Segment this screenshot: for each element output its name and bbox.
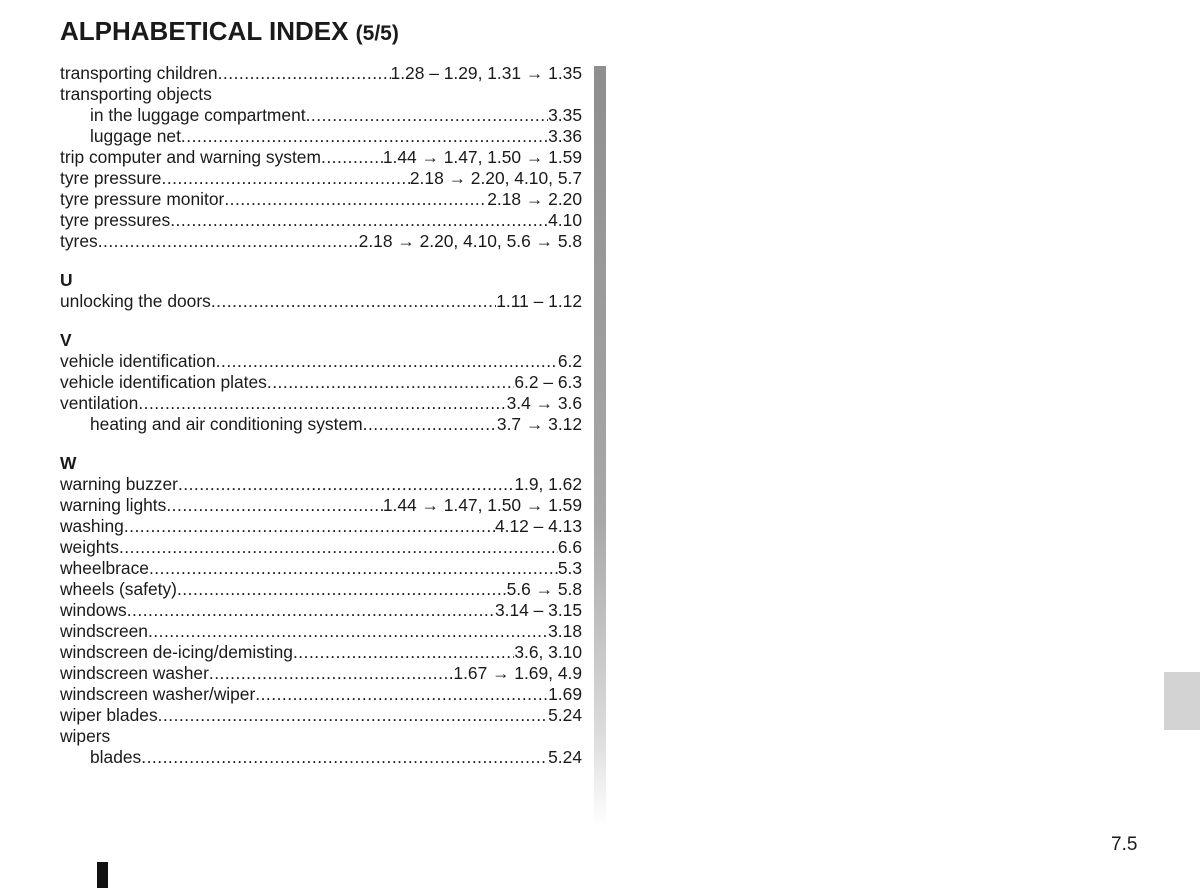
entry-text: heating and air conditioning system — [90, 414, 363, 434]
entry-text: tyre pressure monitor — [60, 189, 225, 209]
dot-leader — [306, 105, 549, 126]
entry-page-ref: 3.7 → 3.12 — [496, 414, 582, 434]
column-divider — [594, 66, 606, 826]
dot-leader — [127, 600, 495, 621]
index-entry — [60, 210, 582, 231]
index-subentry — [60, 414, 582, 435]
entry-page-ref: 1.11 – 1.12 — [496, 291, 582, 311]
index-entry — [60, 726, 582, 747]
dot-leader — [161, 168, 409, 189]
entry-text: vehicle identification — [60, 351, 216, 371]
entry-page-ref: 4.10 — [548, 210, 582, 230]
entry-page-ref: 1.69 — [548, 684, 582, 704]
entry-text: windows — [60, 600, 127, 620]
index-column — [60, 63, 582, 768]
index-entry — [60, 537, 582, 558]
dot-leader — [98, 231, 359, 252]
dot-leader — [216, 351, 558, 372]
index-entry — [60, 231, 582, 252]
index-entry — [60, 372, 582, 393]
entry-page-ref: 1.67 → 1.69, 4.9 — [453, 663, 582, 683]
entry-text: vehicle identification plates — [60, 372, 267, 392]
entry-text: wipers — [60, 726, 111, 746]
dot-leader — [211, 291, 496, 312]
entry-text: wiper blades — [60, 705, 158, 725]
index-entry — [60, 663, 582, 684]
index-entry — [60, 705, 582, 726]
index-entry — [60, 474, 582, 495]
entry-text: blades — [90, 747, 142, 767]
entry-text: ventilation — [60, 393, 139, 413]
page-title-text: ALPHABETICAL INDEX — [60, 16, 349, 46]
index-entry — [60, 393, 582, 414]
entry-text: washing — [60, 516, 124, 536]
entry-page-ref: 2.18 → 2.20, 4.10, 5.7 — [409, 168, 582, 188]
entry-text: windscreen washer/wiper — [60, 684, 256, 704]
entry-text: transporting objects — [60, 84, 212, 104]
entry-text: warning buzzer — [60, 474, 178, 494]
entry-text: trip computer and warning system — [60, 147, 321, 167]
entry-page-ref: 3.6, 3.10 — [514, 642, 582, 662]
entry-text: tyre pressures — [60, 210, 171, 230]
dot-leader — [166, 495, 382, 516]
index-entry — [60, 291, 582, 312]
dot-leader — [119, 537, 558, 558]
entry-page-ref: 1.28 – 1.29, 1.31 → 1.35 — [390, 63, 582, 83]
dot-leader — [181, 126, 548, 147]
section-gap — [60, 312, 582, 330]
dot-leader — [218, 63, 391, 84]
entry-page-ref: 3.35 — [548, 105, 582, 125]
entry-text: luggage net — [90, 126, 181, 146]
dot-leader — [149, 558, 558, 579]
index-entry — [60, 168, 582, 189]
entry-page-ref: 1.9, 1.62 — [514, 474, 582, 494]
entry-page-ref: 1.44 → 1.47, 1.50 → 1.59 — [382, 147, 582, 167]
index-entry — [60, 495, 582, 516]
entry-page-ref: 5.6 → 5.8 — [506, 579, 582, 599]
index-entry — [60, 600, 582, 621]
page-number: 7.5 — [1111, 834, 1138, 855]
index-entry — [60, 684, 582, 705]
entry-page-ref: 5.24 — [548, 705, 582, 725]
index-entry — [60, 516, 582, 537]
dot-leader — [170, 210, 548, 231]
index-entry — [60, 189, 582, 210]
entry-text: tyre pressure — [60, 168, 162, 188]
dot-leader — [178, 474, 514, 495]
entry-page-ref: 5.3 — [557, 558, 582, 578]
section-gap — [60, 252, 582, 270]
entry-page-ref: 3.14 – 3.15 — [494, 600, 582, 620]
entry-page-ref: 1.44 → 1.47, 1.50 → 1.59 — [382, 495, 582, 515]
entry-page-ref: 6.2 — [557, 351, 582, 371]
section-thumb-tab — [1164, 672, 1200, 730]
index-entry — [60, 558, 582, 579]
index-subentry — [60, 747, 582, 768]
section-letter: W — [60, 453, 77, 473]
dot-leader — [124, 516, 495, 537]
page-title — [60, 16, 399, 47]
entry-text: weights — [60, 537, 119, 557]
entry-page-ref: 2.18 → 2.20, 4.10, 5.6 → 5.8 — [358, 231, 582, 251]
dot-leader — [138, 393, 506, 414]
dot-leader — [148, 621, 548, 642]
index-subentry — [60, 126, 582, 147]
dot-leader — [224, 189, 487, 210]
entry-text: windscreen — [60, 621, 148, 641]
entry-text: tyres — [60, 231, 98, 251]
index-entry — [60, 63, 582, 84]
entry-text: wheelbrace — [60, 558, 149, 578]
entry-page-ref: 6.6 — [557, 537, 582, 557]
entry-text: in the luggage compartment — [90, 105, 306, 125]
section-gap — [60, 435, 582, 453]
dot-leader — [177, 579, 507, 600]
entry-text: unlocking the doors — [60, 291, 211, 311]
section-letter: V — [60, 330, 72, 350]
dot-leader — [255, 684, 548, 705]
dot-leader — [321, 147, 383, 168]
entry-page-ref: 2.18 → 2.20 — [487, 189, 582, 209]
dot-leader — [141, 747, 548, 768]
entry-page-ref: 5.24 — [548, 747, 582, 767]
index-entry — [60, 579, 582, 600]
index-entry — [60, 621, 582, 642]
entry-text: wheels (safety) — [60, 579, 177, 599]
entry-page-ref: 4.12 – 4.13 — [494, 516, 582, 536]
entry-page-ref: 6.2 – 6.3 — [514, 372, 582, 392]
dot-leader — [267, 372, 514, 393]
dot-leader — [158, 705, 549, 726]
dot-leader — [293, 642, 514, 663]
index-subentry — [60, 105, 582, 126]
index-entry — [60, 84, 582, 105]
crop-mark — [97, 862, 108, 888]
entry-page-ref: 3.36 — [548, 126, 582, 146]
section-letter: U — [60, 270, 73, 290]
entry-text: windscreen washer — [60, 663, 209, 683]
dot-leader — [209, 663, 454, 684]
entry-page-ref: 3.18 — [548, 621, 582, 641]
index-entry — [60, 147, 582, 168]
entry-text: warning lights — [60, 495, 167, 515]
index-entry — [60, 351, 582, 372]
page-title-part: (5/5) — [355, 22, 399, 45]
index-entry — [60, 642, 582, 663]
entry-text: windscreen de-icing/demisting — [60, 642, 293, 662]
entry-text: transporting children — [60, 63, 218, 83]
dot-leader — [363, 414, 497, 435]
entry-page-ref: 3.4 → 3.6 — [506, 393, 582, 413]
